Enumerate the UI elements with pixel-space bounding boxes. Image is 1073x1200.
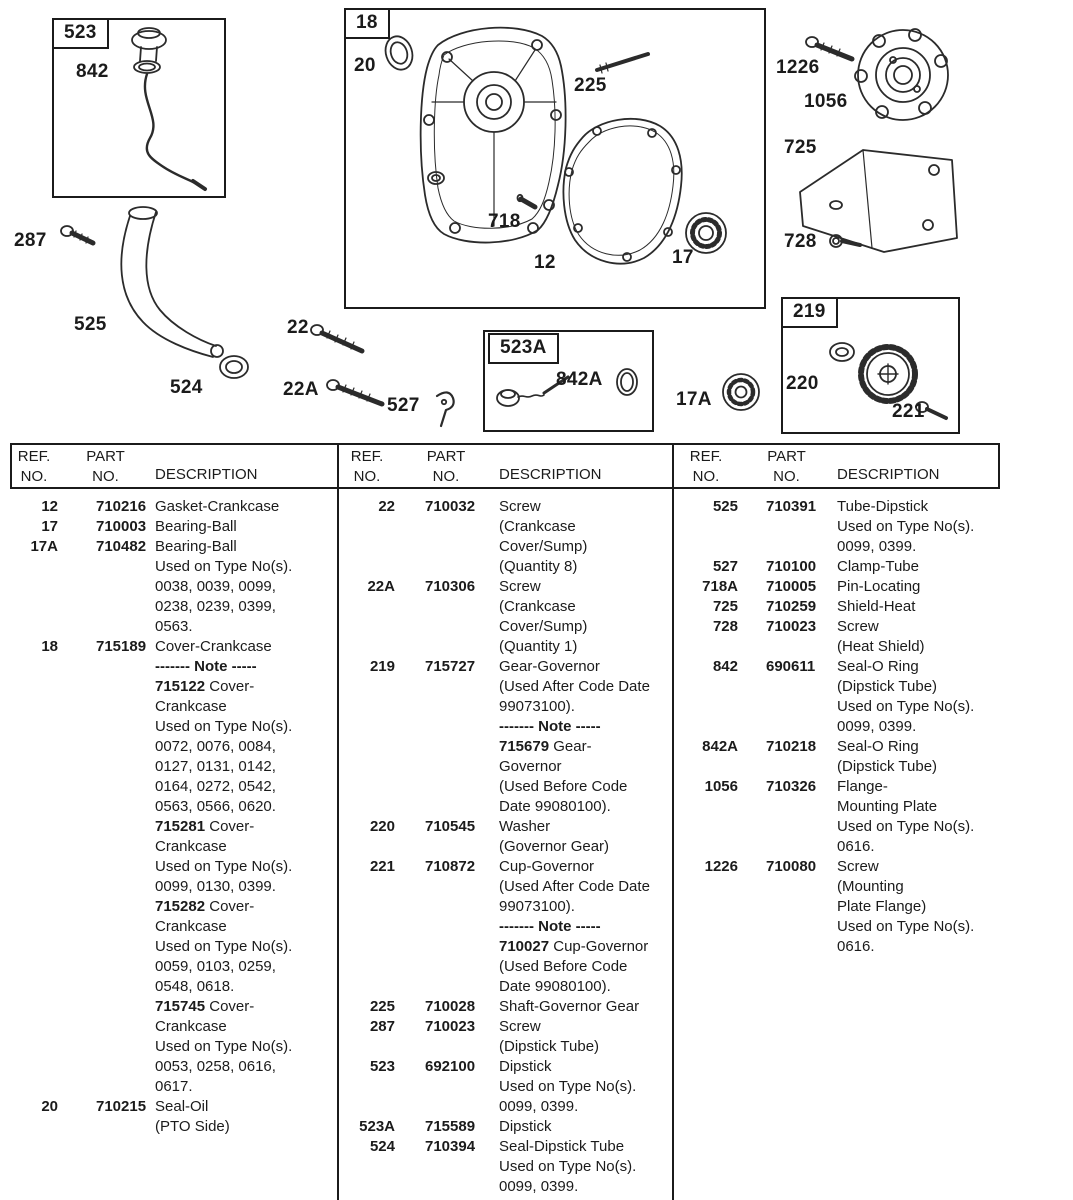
description-line: 0548, 0618. (155, 978, 235, 995)
table-header-col1 (10, 445, 335, 487)
description-line: Bearing-Ball (155, 518, 237, 535)
part-entry-17A (10, 537, 335, 637)
part-no: 710306 (425, 578, 476, 595)
description-line: Tube-Dipstick (837, 498, 929, 515)
part-entry-12 (10, 497, 335, 517)
description (497, 857, 669, 997)
description-line: Seal-O Ring (837, 738, 919, 755)
table-header-rule (10, 487, 1000, 489)
part-entry-1226 (674, 857, 999, 957)
header-ref-no (674, 445, 738, 487)
description (497, 1057, 669, 1117)
header-part-line1: PART (426, 448, 466, 465)
description-line: ------- Note ----- (499, 918, 601, 935)
ref-no: 225 (369, 998, 395, 1015)
part-entry-523A (339, 1117, 669, 1137)
description-line: (Quantity 1) (499, 638, 578, 655)
header-part-no (58, 445, 153, 487)
ref-no: 525 (712, 498, 738, 515)
part-entry-17 (10, 517, 335, 537)
description-line: Crankcase (155, 918, 227, 935)
description (835, 857, 999, 957)
description (835, 657, 999, 737)
description (497, 997, 669, 1017)
part-no: 710215 (96, 1098, 147, 1115)
ref-no: 221 (369, 858, 395, 875)
header-description: DESCRIPTION (837, 466, 940, 483)
screw-1226-icon (806, 37, 852, 59)
part-callout-17A: 17A (676, 389, 712, 410)
description-line: 0059, 0103, 0259, (155, 958, 276, 975)
part-callout-527: 527 (387, 395, 420, 416)
ref-no: 219 (369, 658, 395, 675)
description-line: 99073100). (499, 898, 575, 915)
mounting-flange-1056-illustration (855, 29, 948, 120)
description-line: 0617. (155, 1078, 193, 1095)
part-entry-20 (10, 1097, 335, 1137)
header-part-line1: PART (767, 448, 806, 465)
description (497, 577, 669, 657)
description-line: 0616. (837, 838, 875, 855)
description (153, 637, 335, 1097)
description (153, 537, 335, 637)
parts-list-column-3 (674, 497, 999, 957)
ref-no: 22A (367, 578, 395, 595)
description-line: 0164, 0272, 0542, (155, 778, 276, 795)
header-part-line2: NO. (773, 468, 800, 485)
ref-no: 728 (712, 618, 738, 635)
description (497, 1137, 669, 1197)
part-entry-22 (339, 497, 669, 577)
description-line: 715282 Cover- (155, 898, 255, 915)
part-no: 715189 (96, 638, 147, 655)
description-line: Crankcase (155, 838, 227, 855)
header-ref-line2: NO. (20, 468, 48, 485)
description-line: Mounting Plate (837, 798, 938, 815)
parts-list-column-1 (10, 497, 335, 1137)
part-no: 710023 (425, 1018, 476, 1035)
part-no: 710218 (766, 738, 817, 755)
screw-22-icon (311, 325, 362, 351)
header-part-line2: NO. (92, 468, 119, 485)
part-callout-22A: 22A (283, 379, 319, 400)
part-callout-842A: 842A (556, 369, 603, 390)
description-line: Cup-Governor (499, 858, 595, 875)
header-ref-no (10, 445, 58, 487)
description-line: Bearing-Ball (155, 538, 237, 555)
description-line: 99073100). (499, 698, 575, 715)
ref-no: 1226 (704, 858, 738, 875)
description-line: (Mounting (837, 878, 904, 895)
part-no: 710100 (766, 558, 817, 575)
part-no: 710023 (766, 618, 817, 635)
description-line: 0099, 0399. (499, 1178, 579, 1195)
ref-no: 524 (369, 1138, 395, 1155)
description-line: Crankcase (155, 698, 227, 715)
description-line: Screw (499, 498, 541, 515)
part-entry-524 (339, 1137, 669, 1197)
description (835, 597, 999, 617)
description-line: Crankcase (155, 1018, 227, 1035)
description (835, 577, 999, 597)
description-line: Used on Type No(s). (155, 858, 293, 875)
description-line: 0563, 0566, 0620. (155, 798, 276, 815)
header-ref-no (339, 445, 395, 487)
description-line: Used on Type No(s). (837, 918, 975, 935)
part-callout-219: 219 (781, 297, 838, 328)
description-line: (Used After Code Date (499, 878, 650, 895)
ref-no: 523A (359, 1118, 395, 1135)
part-entry-1056 (674, 777, 999, 857)
description (497, 1017, 669, 1057)
part-no: 710005 (766, 578, 817, 595)
part-entry-728 (674, 617, 999, 657)
description (835, 617, 999, 657)
part-callout-524: 524 (170, 377, 203, 398)
description-line: 0238, 0239, 0399, (155, 598, 276, 615)
part-entry-527 (674, 557, 999, 577)
ref-no: 725 (712, 598, 738, 615)
description (497, 1117, 669, 1137)
part-callout-22: 22 (287, 317, 309, 338)
part-no: 690611 (766, 658, 816, 675)
description-line: Used on Type No(s). (837, 518, 975, 535)
description-line: Used on Type No(s). (499, 1078, 637, 1095)
header-part-line2: NO. (432, 468, 460, 485)
part-entry-219 (339, 657, 669, 817)
description-line: (Used Before Code (499, 778, 628, 795)
ref-no: 718A (702, 578, 738, 595)
description-line: 0053, 0258, 0616, (155, 1058, 276, 1075)
description-line: (PTO Side) (155, 1118, 230, 1135)
description-line: Used on Type No(s). (155, 938, 293, 955)
description-line: Plate Flange) (837, 898, 927, 915)
part-entry-725 (674, 597, 999, 617)
description-line: Dipstick (499, 1058, 552, 1075)
ref-no: 287 (369, 1018, 395, 1035)
part-no: 710032 (425, 498, 476, 515)
description-line: (Quantity 8) (499, 558, 578, 575)
ref-no: 17A (30, 538, 58, 555)
description-line: 0563. (155, 618, 193, 635)
description-line: (Crankcase (499, 518, 576, 535)
description-line: Used on Type No(s). (155, 558, 293, 575)
header-description: DESCRIPTION (499, 466, 602, 483)
description-line: Cover/Sump) (499, 618, 588, 635)
description-line: (Used Before Code (499, 958, 628, 975)
part-no: 715727 (425, 658, 476, 675)
ref-no: 220 (369, 818, 395, 835)
description-line: Shield-Heat (837, 598, 916, 615)
parts-list-column-2 (339, 497, 669, 1197)
description-line: Shaft-Governor Gear (499, 998, 640, 1015)
description-line: 715679 Gear- (499, 738, 592, 755)
description (497, 817, 669, 857)
description-line: Used on Type No(s). (499, 1158, 637, 1175)
part-callout-20: 20 (354, 55, 376, 76)
description-line: Seal-Oil (155, 1098, 209, 1115)
part-entry-225 (339, 997, 669, 1017)
ref-no: 842 (712, 658, 738, 675)
ref-no: 18 (41, 638, 58, 655)
description-line: Used on Type No(s). (837, 818, 975, 835)
description (835, 557, 999, 577)
exploded-parts-diagram (0, 0, 1073, 443)
description (497, 497, 669, 577)
table-header-col3 (674, 445, 999, 487)
description-line: ------- Note ----- (155, 658, 257, 675)
part-no: 710545 (425, 818, 476, 835)
description-line: Flange- (837, 778, 888, 795)
description-line: (Dipstick Tube) (837, 678, 938, 695)
ref-no: 12 (41, 498, 58, 515)
header-part-no (395, 445, 497, 487)
ref-no: 17 (41, 518, 58, 535)
ref-no: 523 (369, 1058, 395, 1075)
part-callout-17: 17 (672, 247, 694, 268)
part-no: 710394 (425, 1138, 476, 1155)
header-description: DESCRIPTION (155, 466, 258, 483)
header-ref-line2: NO. (353, 468, 381, 485)
part-entry-22A (339, 577, 669, 657)
part-callout-725: 725 (784, 137, 817, 158)
description-line: ------- Note ----- (499, 718, 601, 735)
header-part-no (738, 445, 835, 487)
part-no: 692100 (425, 1058, 476, 1075)
part-no: 710028 (425, 998, 476, 1015)
header-ref-line1: REF. (689, 448, 723, 465)
description-line: Seal-O Ring (837, 658, 919, 675)
description-line: 0072, 0076, 0084, (155, 738, 276, 755)
description-line: (Dipstick Tube) (837, 758, 938, 775)
seal-524-illustration (220, 356, 248, 378)
description-line: Pin-Locating (837, 578, 921, 595)
ref-no: 20 (41, 1098, 58, 1115)
ref-no: 22 (378, 498, 395, 515)
description-line: (Dipstick Tube) (499, 1038, 600, 1055)
part-no: 710080 (766, 858, 817, 875)
description-line: (Crankcase (499, 598, 576, 615)
description-line: Date 99080100). (499, 798, 611, 815)
description-line: 715281 Cover- (155, 818, 255, 835)
description-line: 0038, 0039, 0099, (155, 578, 276, 595)
part-entry-842A (674, 737, 999, 777)
description (835, 737, 999, 777)
part-no: 710326 (766, 778, 817, 795)
part-no: 715589 (425, 1118, 476, 1135)
description-line: (Used After Code Date (499, 678, 650, 695)
ref-no: 527 (712, 558, 738, 575)
description-line: Used on Type No(s). (837, 698, 975, 715)
part-entry-525 (674, 497, 999, 557)
part-callout-728: 728 (784, 231, 817, 252)
part-callout-12: 12 (534, 252, 556, 273)
description (153, 517, 335, 537)
description-line: 0616. (837, 938, 875, 955)
part-entry-220 (339, 817, 669, 857)
dipstick-tube-525-illustration (121, 207, 223, 357)
description-line: 0099, 0130, 0399. (155, 878, 276, 895)
header-part-line1: PART (86, 448, 125, 465)
ball-bearing-17A-illustration (723, 374, 759, 410)
description-line: (Heat Shield) (837, 638, 925, 655)
description-line: 0099, 0399. (499, 1098, 579, 1115)
description-line: Seal-Dipstick Tube (499, 1138, 625, 1155)
description-line: 0099, 0399. (837, 718, 917, 735)
header-ref-line1: REF. (17, 448, 51, 465)
part-entry-287 (339, 1017, 669, 1057)
description-line: Screw (837, 858, 879, 875)
description-line: 710027 Cup-Governor (499, 938, 649, 955)
parts-table (0, 443, 1073, 1200)
table-header-col2 (339, 445, 669, 487)
part-callout-842: 842 (76, 61, 109, 82)
description-line: Date 99080100). (499, 978, 611, 995)
description-line: 0127, 0131, 0142, (155, 758, 276, 775)
ref-no: 1056 (704, 778, 738, 795)
description-line: Used on Type No(s). (155, 718, 293, 735)
part-no: 710003 (96, 518, 147, 535)
description-line: Screw (499, 578, 541, 595)
part-entry-221 (339, 857, 669, 997)
description (153, 497, 335, 517)
description-line: 0099, 0399. (837, 538, 917, 555)
description (835, 777, 999, 857)
heat-shield-725-illustration (800, 150, 957, 252)
description-line: Washer (499, 818, 551, 835)
part-callout-718: 718 (488, 211, 521, 232)
part-callout-18: 18 (344, 8, 390, 39)
description-line: Screw (837, 618, 879, 635)
part-callout-287: 287 (14, 230, 47, 251)
part-callout-220: 220 (786, 373, 819, 394)
part-entry-842 (674, 657, 999, 737)
part-no: 710482 (96, 538, 147, 555)
description-line: Dipstick (499, 1118, 552, 1135)
description (153, 1097, 335, 1137)
description-line: 715745 Cover- (155, 998, 255, 1015)
part-no: 710216 (96, 498, 147, 515)
part-callout-1056: 1056 (804, 91, 848, 112)
description-line: Screw (499, 1018, 541, 1035)
part-callout-525: 525 (74, 314, 107, 335)
ref-no: 842A (702, 738, 738, 755)
description-line: Governor (499, 758, 562, 775)
part-callout-225: 225 (574, 75, 607, 96)
description-line: 715122 Cover- (155, 678, 255, 695)
part-entry-18 (10, 637, 335, 1097)
part-no: 710391 (766, 498, 817, 515)
screw-22A-icon (327, 380, 382, 404)
part-entry-718A (674, 577, 999, 597)
part-entry-523 (339, 1057, 669, 1117)
screw-287-icon (61, 226, 93, 243)
description-line: Clamp-Tube (837, 558, 919, 575)
description (497, 657, 669, 817)
part-callout-523: 523 (52, 18, 109, 49)
description-line: (Governor Gear) (499, 838, 610, 855)
description (835, 497, 999, 557)
description-line: Used on Type No(s). (155, 1038, 293, 1055)
part-no: 710259 (766, 598, 817, 615)
tube-clamp-527-illustration (437, 392, 454, 426)
header-ref-line1: REF. (350, 448, 384, 465)
description-line: Gear-Governor (499, 658, 600, 675)
description-line: Cover-Crankcase (155, 638, 272, 655)
description-line: Gasket-Crankcase (155, 498, 280, 515)
part-callout-523A: 523A (488, 333, 559, 364)
part-callout-221: 221 (892, 401, 925, 422)
description-line: Cover/Sump) (499, 538, 588, 555)
part-callout-1226: 1226 (776, 57, 820, 78)
part-no: 710872 (425, 858, 476, 875)
header-ref-line2: NO. (692, 468, 720, 485)
